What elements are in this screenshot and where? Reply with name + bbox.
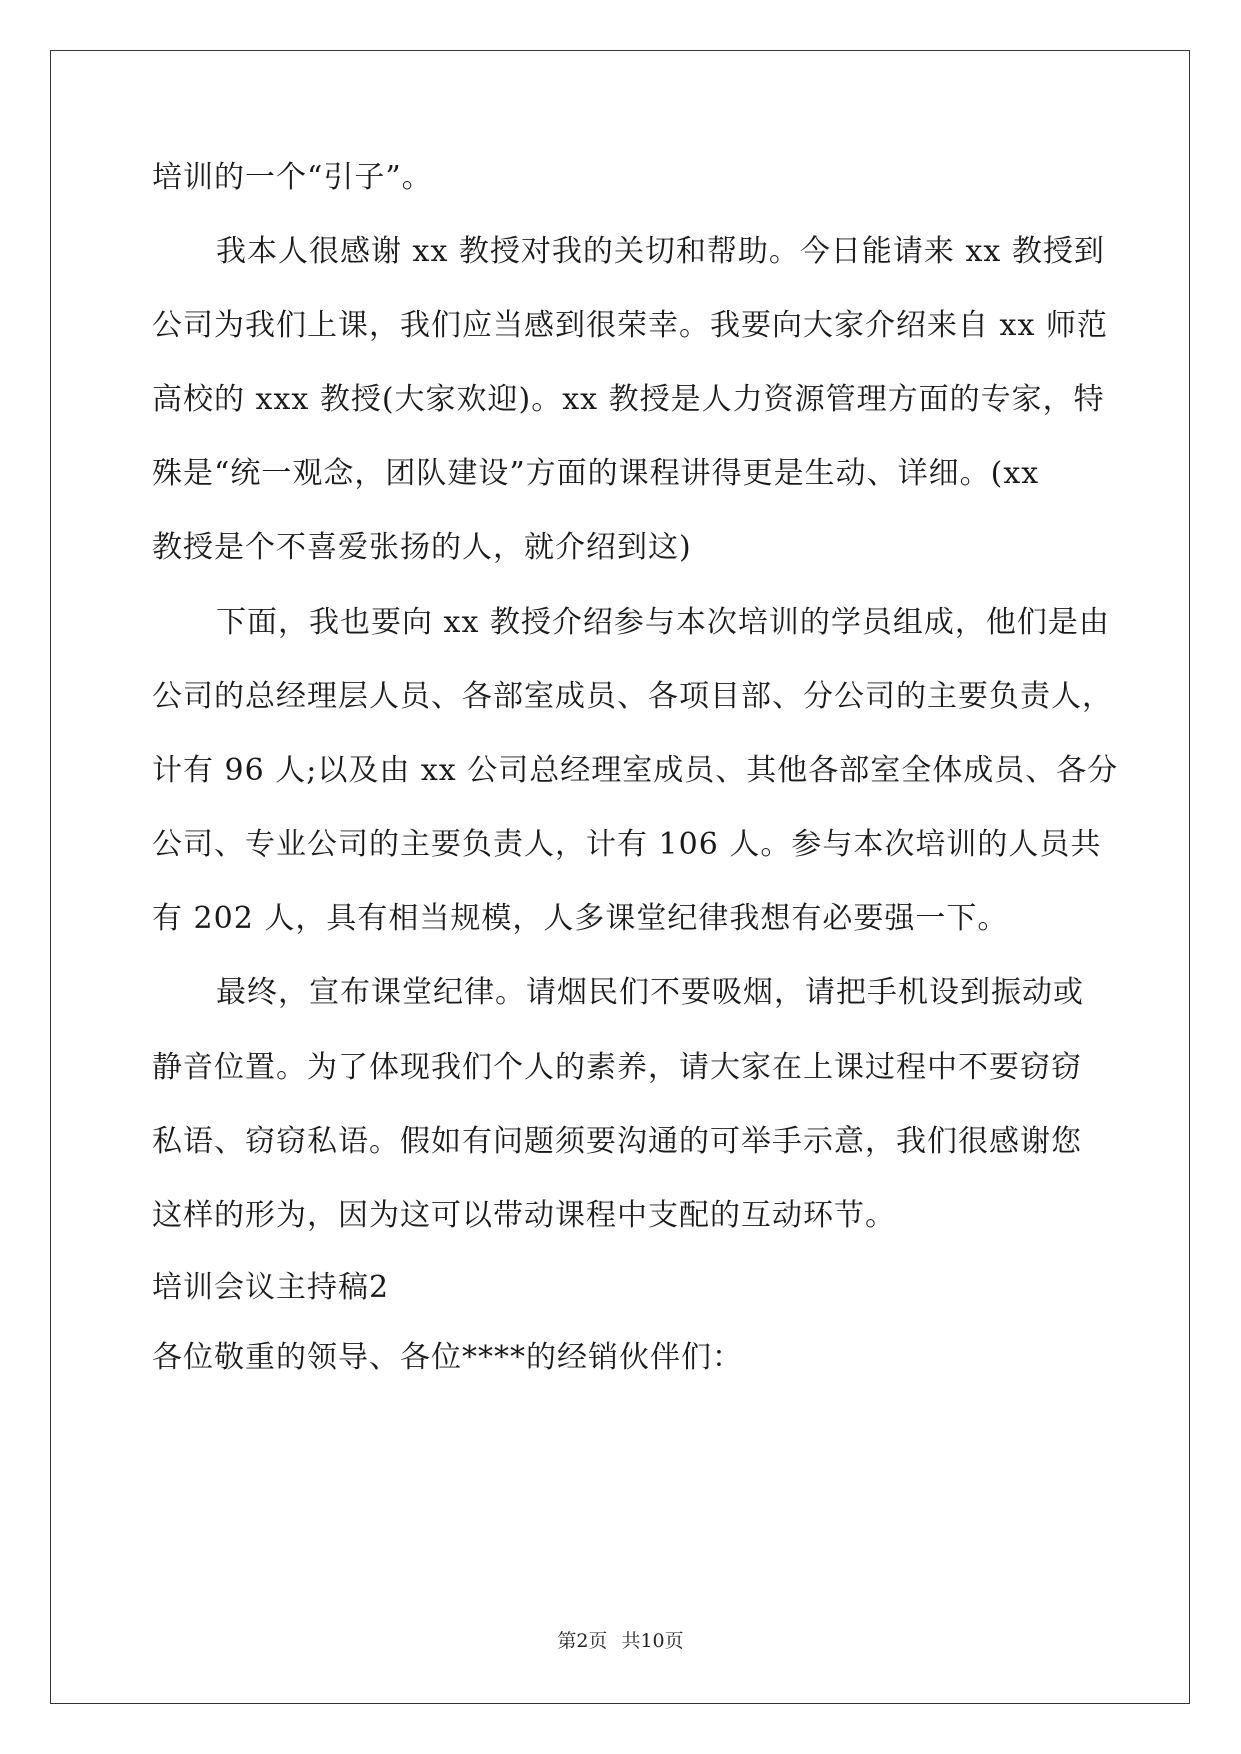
text-line: 下面，我也要向 xx 教授介绍参与本次培训的学员组成，他们是由 <box>216 605 1110 640</box>
section-heading: 培训会议主持稿2 <box>152 1270 390 1305</box>
text-line: 计有 96 人;以及由 xx 公司总经理室成员、其他各部室全体成员、各分 <box>152 753 1119 788</box>
page-border <box>50 50 1190 1704</box>
text-line: 公司为我们上课，我们应当感到很荣幸。我要向大家介绍来自 xx 师范 <box>152 308 1108 343</box>
page-total: 共10页 <box>621 1630 684 1652</box>
text-line: 公司的总经理层人员、各部室成员、各项目部、分公司的主要负责人， <box>152 679 1113 714</box>
text-line: 我本人很感谢 xx 教授对我的关切和帮助。今日能请来 xx 教授到 <box>216 234 1105 269</box>
text-line: 静音位置。为了体现我们个人的素养，请大家在上课过程中不要窃窃 <box>152 1050 1082 1085</box>
page-footer <box>0 1626 1241 1653</box>
text-line: 培训的一个“引子”。 <box>152 160 433 195</box>
text-line: 这样的形为，因为这可以带动课程中支配的互动环节。 <box>152 1198 896 1233</box>
text-line: 殊是“统一观念，团队建设”方面的课程讲得更是生动、详细。(xx <box>152 456 1040 491</box>
text-line: 有 202 人，具有相当规模，人多课堂纪律我想有必要强一下。 <box>152 901 1009 936</box>
text-line: 私语、窃窃私语。假如有问题须要沟通的可举手示意，我们很感谢您 <box>152 1124 1082 1159</box>
text-line: 教授是个不喜爱张扬的人，就介绍到这) <box>152 530 692 565</box>
text-line: 高校的 xxx 教授(大家欢迎)。xx 教授是人力资源管理方面的专家，特 <box>152 382 1105 417</box>
page-number: 第2页 <box>557 1630 608 1652</box>
text-line: 公司、专业公司的主要负责人，计有 106 人。参与本次培训的人员共 <box>152 827 1102 862</box>
text-line: 最终，宣布课堂纪律。请烟民们不要吸烟，请把手机设到振动或 <box>216 975 1084 1010</box>
text-line: 各位敬重的领导、各位****的经销伙伴们： <box>152 1340 743 1375</box>
